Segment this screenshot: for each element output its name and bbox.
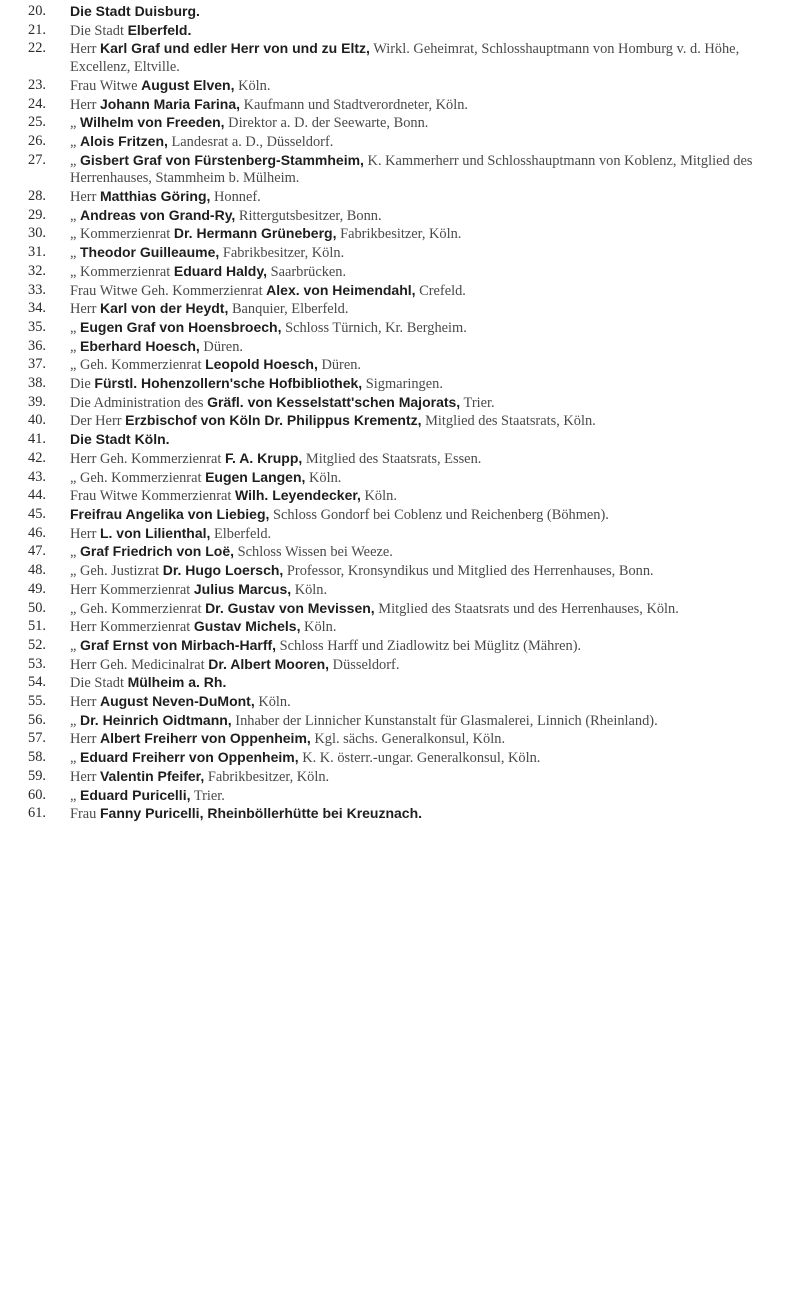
entry-details: Düren. (317, 357, 362, 374)
entry-details: Fabrikbesitzer, Köln. (219, 245, 345, 262)
entry-details: Düren. (199, 338, 243, 355)
entry-number: 30. (28, 225, 46, 242)
list-item (28, 152, 773, 188)
entry-details: Mitglied des Staatsrats, Essen. (302, 450, 482, 467)
entry-name: Gräfl. von Kesselstatt'schen Majorats, (207, 393, 461, 410)
list-item (28, 600, 773, 619)
list-item (28, 749, 773, 768)
entry-name: Eduard Freiherr von Oppenheim, (80, 749, 299, 766)
entry-number: 23. (28, 76, 46, 93)
list-item (28, 114, 773, 133)
entry-prefix: Herr (70, 694, 100, 711)
entry-name: August Neven-DuMont, (99, 693, 255, 710)
entry-prefix: Herr (70, 525, 100, 542)
entry-name: F. A. Krupp, (225, 449, 303, 466)
list-item (28, 96, 773, 115)
list-item (28, 188, 773, 207)
entry-details: Fabrikbesitzer, Köln. (204, 768, 330, 785)
entry-prefix: „ (70, 750, 80, 767)
entry-prefix: „ (70, 245, 80, 262)
entry-details: Köln. (305, 469, 342, 486)
entry-prefix: Die Stadt (70, 22, 128, 39)
entry-prefix: „ Geh. Kommerzienrat (70, 600, 206, 617)
entry-number: 24. (28, 95, 46, 112)
entry-number: 22. (28, 40, 46, 57)
list-item (28, 469, 773, 488)
list-item (28, 805, 773, 824)
entry-name: Dr. Hugo Loersch, (162, 562, 284, 579)
entry-prefix: „ (70, 637, 80, 654)
entry-number: 53. (28, 655, 46, 672)
entry-number: 47. (28, 543, 46, 560)
entry-prefix: Herr (70, 96, 100, 113)
list-item (28, 282, 773, 301)
entry-number: 36. (28, 337, 46, 354)
list-item (28, 338, 773, 357)
entry-number: 61. (28, 805, 46, 822)
entry-prefix: Herr (70, 768, 100, 785)
list-item (28, 375, 773, 394)
list-item (28, 263, 773, 282)
entry-prefix: Herr Geh. Medicinalrat (70, 656, 209, 673)
list-item (28, 674, 773, 693)
entry-name: Eduard Haldy, (173, 262, 267, 279)
entry-name: Freifrau Angelika von Liebieg, (70, 505, 270, 522)
list-item (28, 450, 773, 469)
entry-details: Rittergutsbesitzer, Bonn. (235, 207, 382, 224)
entry-name: Valentin Pfeifer, (99, 767, 205, 784)
entry-name: Andreas von Grand-Ry, (80, 206, 236, 223)
list-item (28, 133, 773, 152)
entry-details: Elberfeld. (210, 525, 272, 542)
entry-prefix: Die Administration des (70, 394, 208, 411)
entry-details: Schloss Türnich, Kr. Bergheim. (281, 319, 467, 336)
entry-name: Eugen Langen, (205, 468, 306, 485)
entry-details: Professor, Kronsyndikus und Mitglied des Herrenhauses, Bonn. (283, 563, 654, 580)
list-item (28, 562, 773, 581)
entry-details: Fabrikbesitzer, Köln. (336, 226, 462, 243)
entry-number: 29. (28, 206, 46, 223)
entry-number: 60. (28, 786, 46, 803)
entry-number: 43. (28, 468, 46, 485)
entry-name: Eduard Puricelli, (80, 786, 191, 803)
entry-name: Wilhelm von Freeden, (80, 114, 225, 131)
entry-details: Düsseldorf. (329, 656, 400, 673)
entry-number: 52. (28, 636, 46, 653)
list-item (28, 581, 773, 600)
entry-number: 37. (28, 356, 46, 373)
entry-number: 48. (28, 562, 46, 579)
entry-prefix: Herr Geh. Kommerzienrat (70, 450, 226, 467)
entry-number: 46. (28, 524, 46, 541)
entry-prefix: „ Geh. Kommerzienrat (70, 469, 206, 486)
entry-details: Köln. (234, 77, 271, 94)
entry-details: Schloss Harff und Ziadlowitz bei Müglitz (Mähren). (276, 637, 582, 654)
entry-prefix: Frau Witwe Geh. Kommerzienrat (70, 282, 267, 299)
list-item (28, 300, 773, 319)
entry-name: L. von Lilienthal, (99, 524, 211, 541)
entry-number: 45. (28, 505, 46, 522)
entry-number: 26. (28, 132, 46, 149)
entry-number: 38. (28, 375, 46, 392)
entry-details: Trier. (190, 787, 225, 804)
entry-name: Gustav Michels, (193, 618, 301, 635)
entry-prefix: Frau Witwe (70, 77, 142, 94)
entry-prefix: „ (70, 319, 80, 336)
entry-prefix: Herr Kommerzienrat (70, 619, 194, 636)
entry-name: Graf Friedrich von Loë, (80, 543, 235, 560)
entry-name: Dr. Heinrich Oidtmann, (80, 711, 232, 728)
entry-prefix: Herr (70, 731, 100, 748)
entry-prefix: „ (70, 338, 80, 355)
entry-name: Die Stadt Köln. (70, 431, 170, 448)
list-item (28, 412, 773, 431)
entry-details: K. Kammerherr und Schlosshauptmann von Koblenz, Mitglied des Herrenhauses, Stammheim b. Mülheim. (70, 152, 753, 187)
entry-details: Köln. (300, 619, 337, 636)
entry-details: Schloss Wissen bei Weeze. (234, 544, 393, 561)
entry-details: Mitglied des Staatsrats und des Herrenhauses, Köln. (374, 600, 679, 617)
entry-prefix: Der Herr (70, 413, 126, 430)
entry-details: Direktor a. D. der Seewarte, Bonn. (224, 115, 429, 132)
list-item (28, 712, 773, 731)
entry-details: Köln. (254, 694, 291, 711)
entry-number: 50. (28, 599, 46, 616)
entry-number: 21. (28, 21, 46, 38)
entry-name: Dr. Hermann Grüneberg, (173, 225, 337, 242)
entry-details: Crefeld. (415, 282, 466, 299)
entry-name: Johann Maria Farina, (99, 95, 241, 112)
entry-prefix: „ (70, 787, 80, 804)
entry-name: Alex. von Heimendahl, (266, 281, 416, 298)
entry-number: 54. (28, 674, 46, 691)
entry-details: Schloss Gondorf bei Coblenz und Reichenberg (Böhmen). (269, 506, 609, 523)
entry-number: 31. (28, 244, 46, 261)
entry-prefix: „ (70, 544, 80, 561)
entry-name: Karl Graf und edler Herr von und zu Eltz, (99, 40, 370, 57)
list-item (28, 40, 773, 76)
entry-name: Leopold Hoesch, (205, 356, 318, 373)
entry-details: Kgl. sächs. Generalkonsul, Köln. (310, 731, 506, 748)
entry-name: August Elven, (141, 76, 235, 93)
entry-name: Fanny Puricelli, Rheinböllerhütte bei Kreuznach. (99, 805, 423, 822)
entry-prefix: „ (70, 115, 80, 132)
entry-details: Saarbrücken. (266, 263, 347, 280)
entry-name: Wilh. Leyendecker, (235, 487, 361, 504)
list-item (28, 394, 773, 413)
entry-number: 51. (28, 618, 46, 635)
entry-details: Landesrat a. D., Düsseldorf. (167, 133, 334, 150)
entry-number: 39. (28, 393, 46, 410)
list-item (28, 207, 773, 226)
entry-number: 44. (28, 487, 46, 504)
entry-name: Albert Freiherr von Oppenheim, (99, 730, 311, 747)
entry-details: Inhaber der Linnicher Kunstanstalt für Glasmalerei, Linnich (Rheinland). (231, 712, 658, 729)
entry-details: Köln. (291, 581, 328, 598)
entry-name: Eugen Graf von Hoensbroech, (80, 318, 282, 335)
list-item (28, 319, 773, 338)
entry-number: 41. (28, 431, 46, 448)
list-item (28, 525, 773, 544)
list-item (28, 787, 773, 806)
entry-number: 55. (28, 693, 46, 710)
list-item (28, 656, 773, 675)
entry-details: Wirkl. Geheimrat, Schlosshauptmann von Homburg v. d. Höhe, Excellenz, Eltville. (70, 41, 740, 76)
entry-number: 58. (28, 749, 46, 766)
list-item (28, 77, 773, 96)
list-item (28, 3, 773, 22)
entry-details: Sigmaringen. (362, 376, 443, 393)
entry-number: 35. (28, 318, 46, 335)
entry-name: Erzbischof von Köln Dr. Philippus Krementz, (125, 412, 422, 429)
entry-prefix: „ Geh. Justizrat (70, 563, 163, 580)
entry-prefix: Frau (70, 806, 100, 823)
entry-number: 59. (28, 767, 46, 784)
entry-name: Matthias Göring, (99, 188, 211, 205)
entry-prefix: Die (70, 376, 95, 393)
entry-details: Trier. (460, 394, 495, 411)
entry-number: 57. (28, 730, 46, 747)
entry-name: Alois Fritzen, (80, 132, 168, 149)
entry-name: Eberhard Hoesch, (80, 337, 200, 354)
entry-number: 27. (28, 151, 46, 168)
list-item (28, 768, 773, 787)
entry-details: Köln. (360, 488, 397, 505)
member-list (28, 3, 773, 824)
entry-name: Fürstl. Hohenzollern'sche Hofbibliothek, (94, 375, 363, 392)
list-item (28, 618, 773, 637)
entry-prefix: „ (70, 152, 80, 169)
entry-prefix: „ Geh. Kommerzienrat (70, 357, 206, 374)
list-item (28, 730, 773, 749)
entry-name: Gisbert Graf von Fürstenberg-Stammheim, (80, 151, 364, 168)
list-item (28, 356, 773, 375)
entry-prefix: „ (70, 133, 80, 150)
entry-name: Dr. Gustav von Mevissen, (205, 599, 375, 616)
entry-prefix: Herr (70, 301, 100, 318)
list-item (28, 693, 773, 712)
list-item (28, 487, 773, 506)
entry-name: Dr. Albert Mooren, (208, 655, 330, 672)
entry-name: Elberfeld. (127, 21, 192, 38)
entry-number: 32. (28, 262, 46, 279)
list-item (28, 244, 773, 263)
entry-number: 42. (28, 449, 46, 466)
entry-name: Theodor Guilleaume, (80, 244, 220, 261)
entry-prefix: Herr Kommerzienrat (70, 581, 194, 598)
list-item (28, 506, 773, 525)
list-item (28, 637, 773, 656)
entry-prefix: Herr (70, 41, 100, 58)
entry-prefix: „ (70, 712, 80, 729)
entry-details: Banquier, Elberfeld. (228, 301, 349, 318)
entry-details: Mitglied des Staatsrats, Köln. (421, 413, 596, 430)
entry-prefix: „ Kommerzienrat (70, 263, 174, 280)
entry-prefix: Herr (70, 189, 100, 206)
entry-name: Graf Ernst von Mirbach-Harff, (80, 636, 277, 653)
entry-number: 20. (28, 3, 46, 19)
list-item (28, 225, 773, 244)
entry-number: 40. (28, 412, 46, 429)
entry-number: 25. (28, 114, 46, 131)
list-item (28, 431, 773, 450)
entry-name: Julius Marcus, (193, 580, 292, 597)
list-item (28, 543, 773, 562)
entry-name: Mülheim a. Rh. (127, 674, 227, 691)
entry-number: 56. (28, 711, 46, 728)
entry-number: 49. (28, 580, 46, 597)
entry-prefix: „ Kommerzienrat (70, 226, 174, 243)
entry-details: Kaufmann und Stadtverordneter, Köln. (240, 96, 469, 113)
entry-number: 28. (28, 188, 46, 205)
list-item (28, 22, 773, 41)
entry-prefix: Frau Witwe Kommerzienrat (70, 488, 235, 505)
entry-prefix: „ (70, 207, 80, 224)
entry-prefix: Die Stadt (70, 675, 128, 692)
entry-details: Honnef. (210, 189, 261, 206)
entry-name: Die Stadt Duisburg. (70, 3, 200, 19)
entry-number: 33. (28, 281, 46, 298)
entry-details: K. K. österr.-ungar. Generalkonsul, Köln. (298, 750, 541, 767)
entry-name: Karl von der Heydt, (99, 300, 229, 317)
entry-number: 34. (28, 300, 46, 317)
